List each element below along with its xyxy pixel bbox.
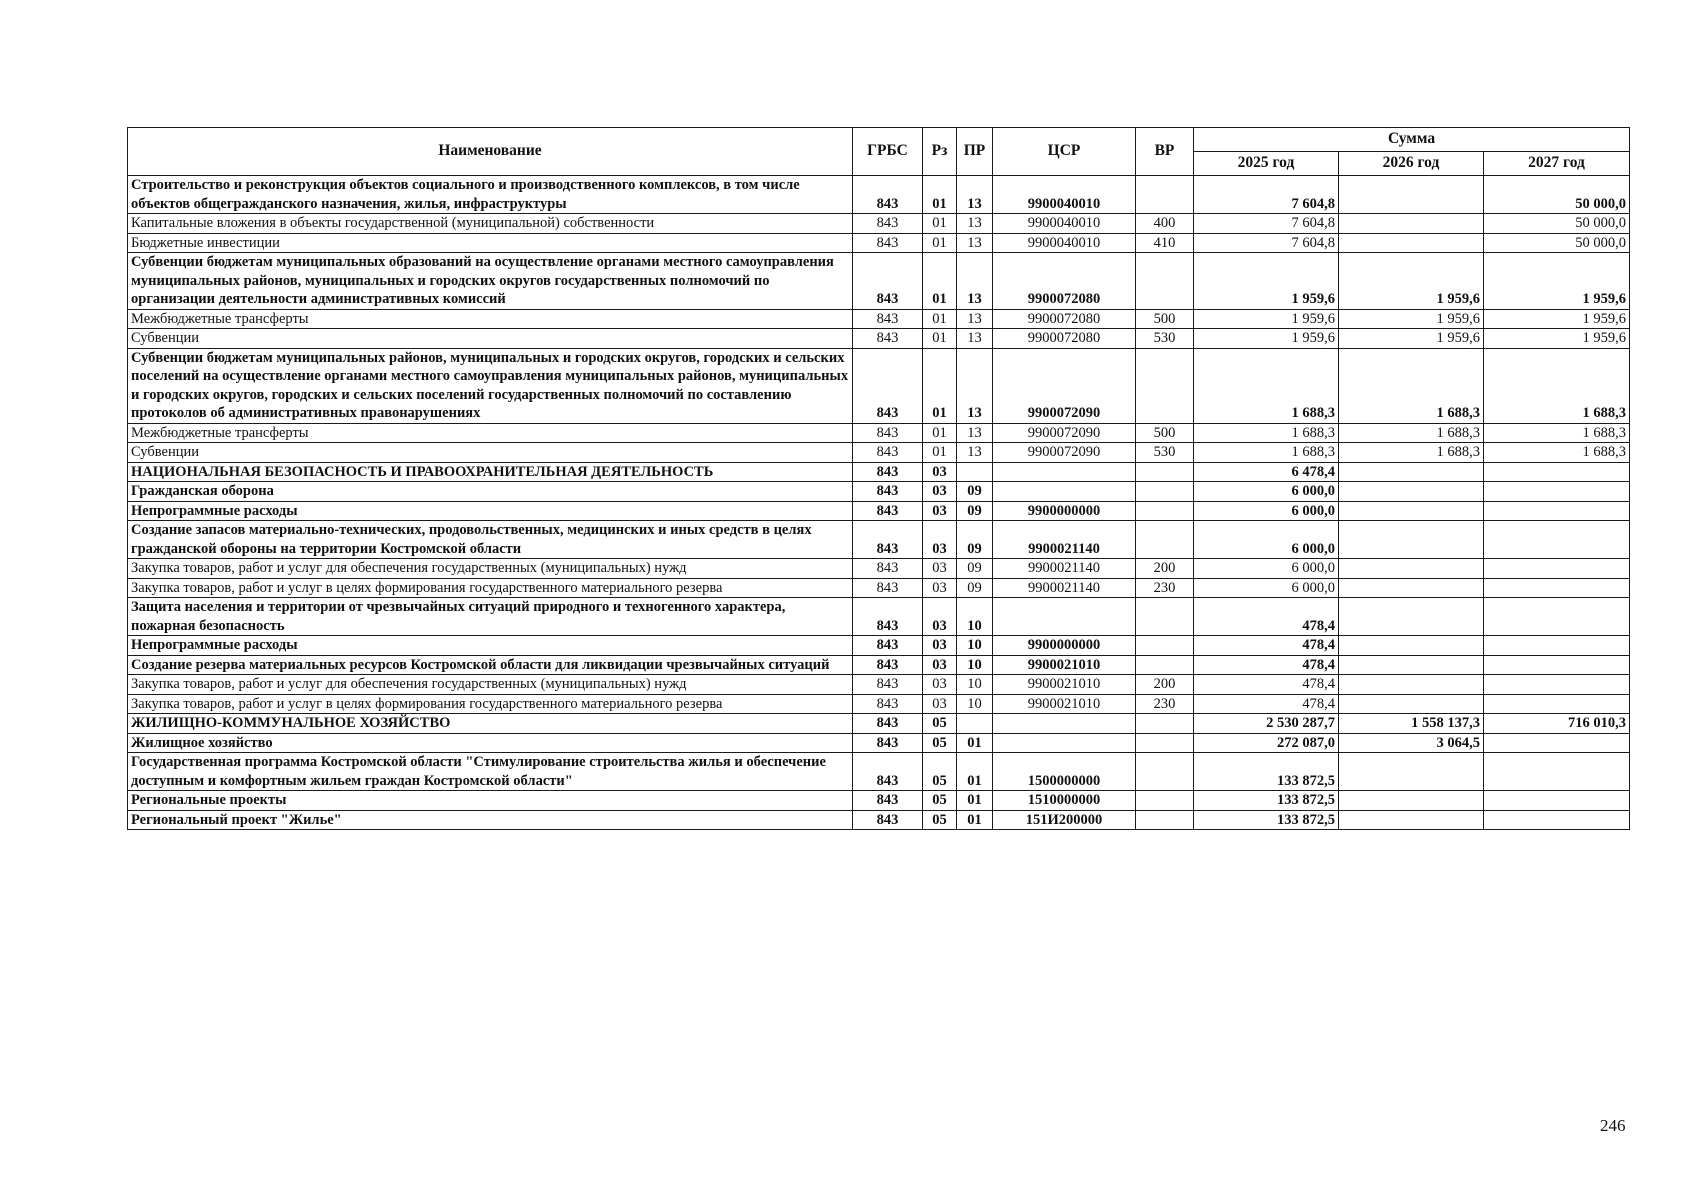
- cell-vr: 230: [1136, 694, 1194, 714]
- cell-y2025: 1 688,3: [1194, 443, 1339, 463]
- cell-vr: [1136, 348, 1194, 423]
- cell-rz: 01: [923, 329, 957, 349]
- cell-csr: 9900072090: [993, 443, 1136, 463]
- table-row: [128, 655, 1630, 675]
- cell-grbs: 843: [853, 329, 923, 349]
- cell-csr: 9900040010: [993, 176, 1136, 214]
- cell-y2027: 1 688,3: [1484, 348, 1630, 423]
- cell-y2025: 1 959,6: [1194, 253, 1339, 310]
- cell-name: Региональные проекты: [128, 791, 853, 811]
- cell-name: Капитальные вложения в объекты государственной (муниципальной) собственности: [128, 214, 853, 234]
- table-row: [128, 253, 1630, 310]
- header-csr: ЦСР: [993, 128, 1136, 176]
- table-row: [128, 423, 1630, 443]
- cell-y2026: 1 959,6: [1339, 329, 1484, 349]
- cell-y2027: [1484, 694, 1630, 714]
- cell-y2025: 1 688,3: [1194, 348, 1339, 423]
- cell-y2025: 6 000,0: [1194, 559, 1339, 579]
- cell-csr: 1510000000: [993, 791, 1136, 811]
- cell-csr: 9900072090: [993, 423, 1136, 443]
- cell-y2026: 1 688,3: [1339, 423, 1484, 443]
- cell-y2027: 1 688,3: [1484, 423, 1630, 443]
- cell-pr: 10: [957, 694, 993, 714]
- cell-y2025: 478,4: [1194, 598, 1339, 636]
- cell-grbs: 843: [853, 176, 923, 214]
- cell-csr: [993, 482, 1136, 502]
- cell-rz: 03: [923, 655, 957, 675]
- cell-pr: [957, 714, 993, 734]
- cell-csr: 9900000000: [993, 636, 1136, 656]
- cell-vr: 200: [1136, 559, 1194, 579]
- cell-csr: 151И200000: [993, 810, 1136, 830]
- header-rz: Рз: [923, 128, 957, 176]
- budget-table: [127, 127, 1630, 830]
- page-number: 246: [1600, 1116, 1626, 1135]
- cell-y2025: 6 000,0: [1194, 501, 1339, 521]
- cell-name: Субвенции бюджетам муниципальных районов, муниципальных и городских округов, городских и сельских поселений на осуществление органами местного самоуправления муниципальных районов, муниципальных и городских округов, городских и сельских поселений государственных полномочий по составлению протоколов об административных правонарушениях: [128, 348, 853, 423]
- cell-name: Непрограммные расходы: [128, 501, 853, 521]
- table-row: [128, 176, 1630, 214]
- cell-pr: 13: [957, 233, 993, 253]
- cell-y2026: [1339, 559, 1484, 579]
- cell-y2026: [1339, 694, 1484, 714]
- cell-rz: 03: [923, 482, 957, 502]
- header-grbs: ГРБС: [853, 128, 923, 176]
- cell-name: Закупка товаров, работ и услуг в целях формирования государственного материального резерва: [128, 578, 853, 598]
- cell-csr: 9900021140: [993, 559, 1136, 579]
- cell-csr: [993, 598, 1136, 636]
- cell-csr: 9900021140: [993, 578, 1136, 598]
- cell-y2026: [1339, 233, 1484, 253]
- cell-vr: [1136, 733, 1194, 753]
- cell-y2026: [1339, 214, 1484, 234]
- cell-grbs: 843: [853, 675, 923, 695]
- cell-y2025: 6 478,4: [1194, 462, 1339, 482]
- cell-pr: 09: [957, 578, 993, 598]
- cell-y2026: 1 959,6: [1339, 253, 1484, 310]
- cell-rz: 01: [923, 253, 957, 310]
- cell-grbs: 843: [853, 753, 923, 791]
- cell-y2025: 478,4: [1194, 675, 1339, 695]
- table-row: [128, 233, 1630, 253]
- cell-name: ЖИЛИЩНО-КОММУНАЛЬНОЕ ХОЗЯЙСТВО: [128, 714, 853, 734]
- header-name: Наименование: [128, 128, 853, 176]
- table-row: [128, 348, 1630, 423]
- cell-rz: 03: [923, 501, 957, 521]
- cell-grbs: 843: [853, 714, 923, 734]
- cell-y2027: 50 000,0: [1484, 214, 1630, 234]
- cell-y2027: [1484, 482, 1630, 502]
- cell-grbs: 843: [853, 578, 923, 598]
- cell-grbs: 843: [853, 462, 923, 482]
- cell-y2027: [1484, 578, 1630, 598]
- cell-y2025: 7 604,8: [1194, 214, 1339, 234]
- table-row: [128, 214, 1630, 234]
- header-year-2027: 2027 год: [1484, 152, 1630, 176]
- cell-rz: 01: [923, 214, 957, 234]
- cell-y2026: [1339, 753, 1484, 791]
- cell-pr: 01: [957, 810, 993, 830]
- header-year-2026: 2026 год: [1339, 152, 1484, 176]
- cell-y2026: [1339, 176, 1484, 214]
- cell-vr: 410: [1136, 233, 1194, 253]
- cell-y2026: 1 688,3: [1339, 348, 1484, 423]
- table-row: [128, 598, 1630, 636]
- cell-y2026: [1339, 675, 1484, 695]
- cell-rz: 01: [923, 176, 957, 214]
- header-year-2025: 2025 год: [1194, 152, 1339, 176]
- cell-vr: [1136, 253, 1194, 310]
- cell-pr: 09: [957, 501, 993, 521]
- cell-vr: 200: [1136, 675, 1194, 695]
- cell-y2026: 1 558 137,3: [1339, 714, 1484, 734]
- header-pr: ПР: [957, 128, 993, 176]
- cell-pr: 01: [957, 791, 993, 811]
- cell-y2026: 3 064,5: [1339, 733, 1484, 753]
- cell-y2025: 133 872,5: [1194, 810, 1339, 830]
- cell-grbs: 843: [853, 521, 923, 559]
- cell-y2027: 1 688,3: [1484, 443, 1630, 463]
- cell-csr: 9900072090: [993, 348, 1136, 423]
- cell-pr: 13: [957, 309, 993, 329]
- cell-csr: 9900000000: [993, 501, 1136, 521]
- cell-grbs: 843: [853, 810, 923, 830]
- cell-y2026: [1339, 521, 1484, 559]
- cell-vr: [1136, 462, 1194, 482]
- cell-csr: [993, 714, 1136, 734]
- cell-y2025: 478,4: [1194, 636, 1339, 656]
- table-row: [128, 714, 1630, 734]
- table-row: [128, 443, 1630, 463]
- cell-y2025: 7 604,8: [1194, 176, 1339, 214]
- cell-y2026: [1339, 791, 1484, 811]
- cell-y2027: [1484, 810, 1630, 830]
- cell-csr: 9900072080: [993, 329, 1136, 349]
- cell-grbs: 843: [853, 655, 923, 675]
- cell-rz: 03: [923, 462, 957, 482]
- table-row: [128, 753, 1630, 791]
- cell-vr: [1136, 598, 1194, 636]
- cell-name: Создание запасов материально-технических, продовольственных, медицинских и иных средств в целях гражданской обороны на территории Костромской области: [128, 521, 853, 559]
- table-row: [128, 309, 1630, 329]
- cell-pr: 13: [957, 348, 993, 423]
- cell-name: Субвенции: [128, 443, 853, 463]
- cell-csr: 9900072080: [993, 253, 1136, 310]
- cell-y2027: [1484, 675, 1630, 695]
- cell-y2025: 1 959,6: [1194, 329, 1339, 349]
- cell-rz: 01: [923, 423, 957, 443]
- cell-vr: [1136, 810, 1194, 830]
- cell-grbs: 843: [853, 559, 923, 579]
- cell-y2025: 6 000,0: [1194, 578, 1339, 598]
- cell-y2025: 1 688,3: [1194, 423, 1339, 443]
- cell-grbs: 843: [853, 636, 923, 656]
- cell-name: Межбюджетные трансферты: [128, 423, 853, 443]
- cell-grbs: 843: [853, 423, 923, 443]
- cell-y2026: [1339, 501, 1484, 521]
- cell-y2025: 272 087,0: [1194, 733, 1339, 753]
- cell-y2027: 1 959,6: [1484, 309, 1630, 329]
- cell-y2026: [1339, 636, 1484, 656]
- cell-name: Субвенции бюджетам муниципальных образований на осуществление органами местного самоуправления муниципальных районов, муниципальных и городских округов государственных полномочий по организации деятельности административных комиссий: [128, 253, 853, 310]
- cell-pr: 09: [957, 521, 993, 559]
- table-row: [128, 636, 1630, 656]
- cell-rz: 03: [923, 598, 957, 636]
- cell-grbs: 843: [853, 214, 923, 234]
- cell-y2026: 1 959,6: [1339, 309, 1484, 329]
- cell-rz: 03: [923, 559, 957, 579]
- cell-y2026: [1339, 598, 1484, 636]
- cell-vr: [1136, 655, 1194, 675]
- cell-y2026: 1 688,3: [1339, 443, 1484, 463]
- cell-rz: 05: [923, 733, 957, 753]
- cell-y2025: 6 000,0: [1194, 482, 1339, 502]
- cell-rz: 03: [923, 521, 957, 559]
- cell-pr: 10: [957, 655, 993, 675]
- cell-rz: 01: [923, 348, 957, 423]
- cell-y2026: [1339, 482, 1484, 502]
- cell-pr: 10: [957, 598, 993, 636]
- cell-pr: 09: [957, 559, 993, 579]
- cell-y2026: [1339, 578, 1484, 598]
- table-row: [128, 559, 1630, 579]
- cell-grbs: 843: [853, 598, 923, 636]
- table-row: [128, 521, 1630, 559]
- header-sum: Сумма: [1194, 128, 1630, 152]
- cell-y2027: [1484, 733, 1630, 753]
- cell-y2027: [1484, 521, 1630, 559]
- cell-rz: 01: [923, 309, 957, 329]
- cell-name: Бюджетные инвестиции: [128, 233, 853, 253]
- cell-name: Жилищное хозяйство: [128, 733, 853, 753]
- cell-name: Региональный проект "Жилье": [128, 810, 853, 830]
- cell-y2027: 50 000,0: [1484, 176, 1630, 214]
- cell-y2027: 1 959,6: [1484, 329, 1630, 349]
- cell-y2026: [1339, 462, 1484, 482]
- table-header: [128, 128, 1630, 176]
- cell-y2027: 50 000,0: [1484, 233, 1630, 253]
- cell-y2027: 1 959,6: [1484, 253, 1630, 310]
- table-row: [128, 675, 1630, 695]
- cell-y2027: [1484, 559, 1630, 579]
- cell-y2026: [1339, 655, 1484, 675]
- cell-grbs: 843: [853, 501, 923, 521]
- table-row: [128, 462, 1630, 482]
- cell-vr: 530: [1136, 329, 1194, 349]
- cell-csr: 9900040010: [993, 233, 1136, 253]
- cell-y2025: 478,4: [1194, 694, 1339, 714]
- cell-rz: 05: [923, 791, 957, 811]
- cell-name: НАЦИОНАЛЬНАЯ БЕЗОПАСНОСТЬ И ПРАВООХРАНИТЕЛЬНАЯ ДЕЯТЕЛЬНОСТЬ: [128, 462, 853, 482]
- cell-vr: [1136, 753, 1194, 791]
- cell-vr: [1136, 636, 1194, 656]
- cell-rz: 01: [923, 443, 957, 463]
- cell-grbs: 843: [853, 482, 923, 502]
- cell-pr: 09: [957, 482, 993, 502]
- cell-name: Закупка товаров, работ и услуг для обеспечения государственных (муниципальных) нужд: [128, 675, 853, 695]
- cell-y2025: 7 604,8: [1194, 233, 1339, 253]
- cell-y2027: [1484, 636, 1630, 656]
- cell-pr: 13: [957, 329, 993, 349]
- cell-vr: 530: [1136, 443, 1194, 463]
- cell-grbs: 843: [853, 253, 923, 310]
- cell-name: Гражданская оборона: [128, 482, 853, 502]
- cell-y2027: [1484, 753, 1630, 791]
- cell-y2025: 133 872,5: [1194, 791, 1339, 811]
- cell-grbs: 843: [853, 309, 923, 329]
- cell-name: Строительство и реконструкция объектов социального и производственного комплексов, в том числе объектов общегражданского назначения, жилья, инфраструктуры: [128, 176, 853, 214]
- cell-csr: 9900021010: [993, 675, 1136, 695]
- cell-y2026: [1339, 810, 1484, 830]
- cell-vr: 500: [1136, 423, 1194, 443]
- cell-pr: 13: [957, 253, 993, 310]
- cell-grbs: 843: [853, 733, 923, 753]
- table-row: [128, 733, 1630, 753]
- cell-y2027: [1484, 791, 1630, 811]
- cell-y2025: 133 872,5: [1194, 753, 1339, 791]
- cell-rz: 03: [923, 675, 957, 695]
- cell-pr: [957, 462, 993, 482]
- cell-vr: [1136, 501, 1194, 521]
- cell-name: Межбюджетные трансферты: [128, 309, 853, 329]
- cell-pr: 10: [957, 636, 993, 656]
- cell-csr: 1500000000: [993, 753, 1136, 791]
- cell-rz: 05: [923, 753, 957, 791]
- cell-y2027: [1484, 501, 1630, 521]
- header-vr: ВР: [1136, 128, 1194, 176]
- cell-grbs: 843: [853, 694, 923, 714]
- table-row: [128, 694, 1630, 714]
- table-row: [128, 501, 1630, 521]
- cell-rz: 03: [923, 694, 957, 714]
- cell-csr: 9900040010: [993, 214, 1136, 234]
- cell-pr: 13: [957, 176, 993, 214]
- cell-y2025: 6 000,0: [1194, 521, 1339, 559]
- cell-grbs: 843: [853, 443, 923, 463]
- cell-rz: 05: [923, 714, 957, 734]
- cell-pr: 10: [957, 675, 993, 695]
- cell-vr: [1136, 521, 1194, 559]
- cell-pr: 13: [957, 423, 993, 443]
- cell-name: Создание резерва материальных ресурсов Костромской области для ликвидации чрезвычайных ситуаций: [128, 655, 853, 675]
- cell-grbs: 843: [853, 233, 923, 253]
- cell-vr: [1136, 176, 1194, 214]
- cell-y2027: [1484, 655, 1630, 675]
- cell-csr: 9900072080: [993, 309, 1136, 329]
- cell-pr: 13: [957, 443, 993, 463]
- cell-grbs: 843: [853, 791, 923, 811]
- cell-pr: 01: [957, 733, 993, 753]
- cell-name: Государственная программа Костромской области "Стимулирование строительства жилья и обеспечение доступным и комфортным жильем граждан Костромской области": [128, 753, 853, 791]
- table-body: [128, 176, 1630, 830]
- cell-csr: 9900021010: [993, 655, 1136, 675]
- table-row: [128, 791, 1630, 811]
- cell-y2025: 1 959,6: [1194, 309, 1339, 329]
- cell-name: Защита населения и территории от чрезвычайных ситуаций природного и техногенного характера, пожарная безопасность: [128, 598, 853, 636]
- cell-name: Закупка товаров, работ и услуг в целях формирования государственного материального резерва: [128, 694, 853, 714]
- cell-csr: [993, 733, 1136, 753]
- cell-rz: 05: [923, 810, 957, 830]
- cell-vr: [1136, 714, 1194, 734]
- cell-y2027: [1484, 462, 1630, 482]
- cell-csr: 9900021140: [993, 521, 1136, 559]
- cell-vr: [1136, 482, 1194, 502]
- cell-rz: 03: [923, 578, 957, 598]
- cell-name: Закупка товаров, работ и услуг для обеспечения государственных (муниципальных) нужд: [128, 559, 853, 579]
- cell-y2025: 478,4: [1194, 655, 1339, 675]
- cell-vr: 500: [1136, 309, 1194, 329]
- cell-name: Непрограммные расходы: [128, 636, 853, 656]
- cell-vr: [1136, 791, 1194, 811]
- cell-name: Субвенции: [128, 329, 853, 349]
- cell-y2025: 2 530 287,7: [1194, 714, 1339, 734]
- table-row: [128, 810, 1630, 830]
- cell-y2027: [1484, 598, 1630, 636]
- cell-rz: 03: [923, 636, 957, 656]
- cell-csr: 9900021010: [993, 694, 1136, 714]
- cell-y2027: 716 010,3: [1484, 714, 1630, 734]
- cell-pr: 01: [957, 753, 993, 791]
- cell-csr: [993, 462, 1136, 482]
- table-row: [128, 329, 1630, 349]
- cell-rz: 01: [923, 233, 957, 253]
- cell-vr: 400: [1136, 214, 1194, 234]
- cell-pr: 13: [957, 214, 993, 234]
- table-row: [128, 578, 1630, 598]
- table-row: [128, 482, 1630, 502]
- cell-vr: 230: [1136, 578, 1194, 598]
- cell-grbs: 843: [853, 348, 923, 423]
